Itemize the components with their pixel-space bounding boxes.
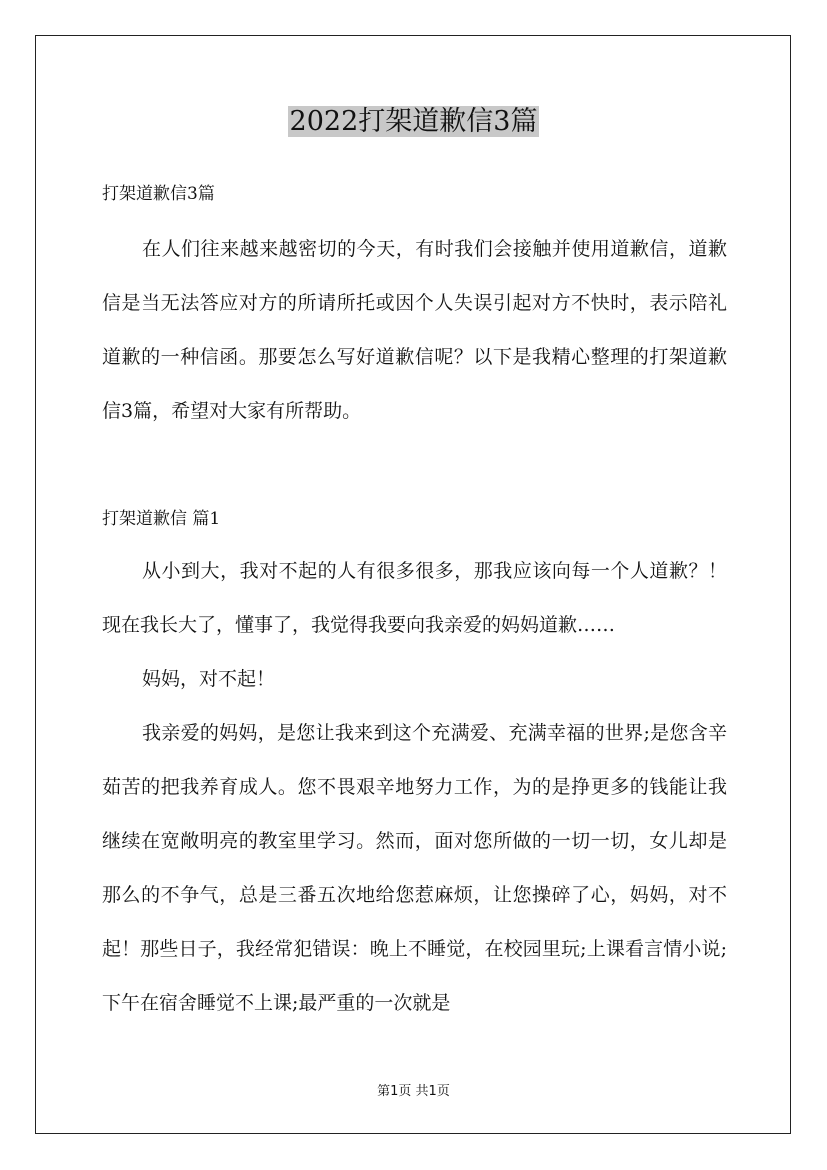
- body-paragraph-2: 妈妈，对不起！: [142, 668, 276, 690]
- intro-paragraph: 在人们往来越来越密切的今天，有时我们会接触并使用道歉信，道歉信是当无法答应对方的所请所托或因个人失误引起对方不快时，表示陪礼道歉的一种信函。那要怎么写好道歉信呢？以下是我精心整理的打架道歉信3篇，希望对大家有所帮助。: [102, 238, 727, 422]
- page-footer: 第1页 共1页: [377, 1084, 450, 1099]
- body-paragraph-3: 我亲爱的妈妈，是您让我来到这个充满爱、充满幸福的世界;是您含辛茹苦的把我养育成人。您不畏艰辛地努力工作，为的是挣更多的钱能让我继续在宽敞明亮的教室里学习。然而，面对您所做的一切一切，女儿却是那么的不争气，总是三番五次地给您惹麻烦，让您操碎了心，妈妈，对不起！那些日子，我经常犯错误：晚上不睡觉，在校园里玩;上课看言情小说;下午在宿舍睡觉不上课;最严重的一次就是: [102, 722, 727, 1014]
- document-title: [0, 103, 827, 141]
- body-paragraph-1: 从小到大，我对不起的人有很多很多，那我应该向每一个人道歉？！现在我长大了，懂事了，我觉得我要向我亲爱的妈妈道歉……: [102, 560, 727, 636]
- document-subtitle: 打架道歉信3篇: [102, 184, 215, 204]
- section-heading: 打架道歉信 篇1: [102, 509, 221, 529]
- document-title-text: 2022打架道歉信3篇: [289, 106, 538, 137]
